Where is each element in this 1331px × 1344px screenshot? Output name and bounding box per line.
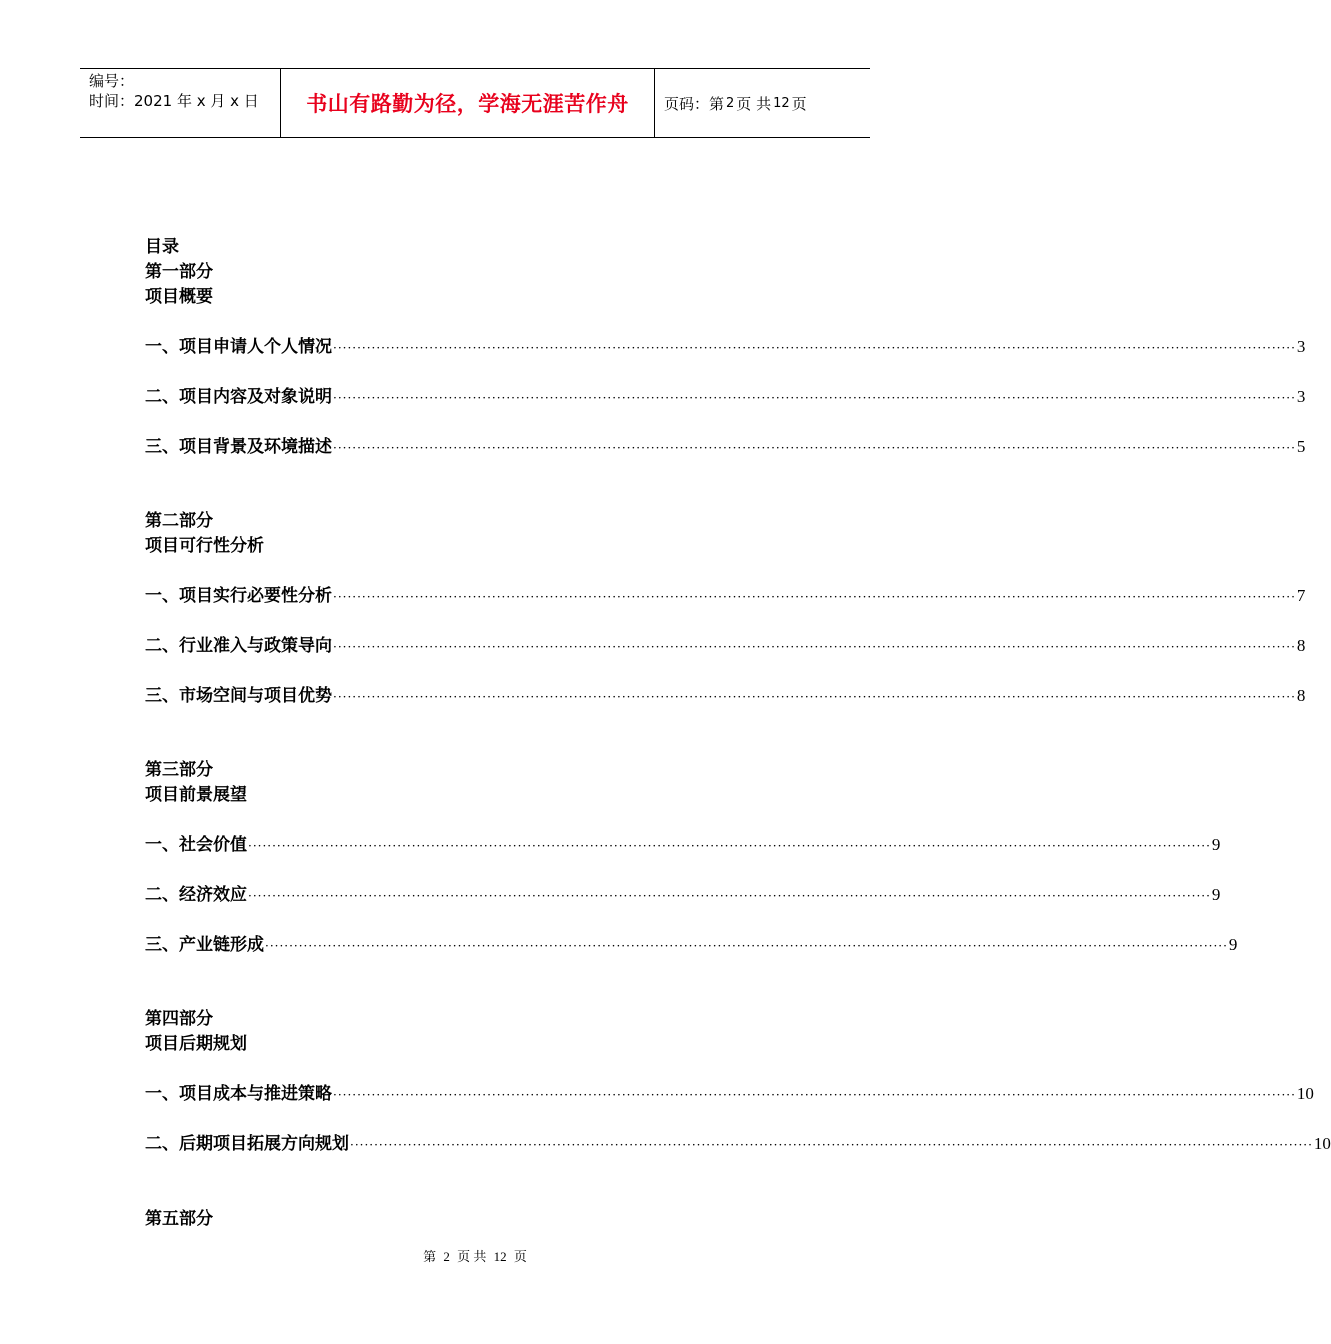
toc-entry-page: 9 bbox=[1211, 835, 1221, 854]
toc-part-name: 项目前景展望 bbox=[145, 785, 247, 805]
toc-entry-page: 9 bbox=[1228, 935, 1238, 954]
footer-page-suffix: 页 bbox=[513, 1249, 527, 1264]
toc-entry-text: 三、市场空间与项目优势 bbox=[145, 686, 332, 706]
toc-entry[interactable] bbox=[145, 631, 1306, 656]
footer-page-total: 12 bbox=[493, 1249, 507, 1264]
toc-entry[interactable] bbox=[145, 1079, 1314, 1104]
toc-entry-page: 8 bbox=[1296, 636, 1306, 655]
toc-part-heading: 第三部分 bbox=[145, 760, 213, 780]
header-page-total: 12 bbox=[773, 95, 790, 111]
toc-entry-page: 9 bbox=[1211, 885, 1221, 904]
toc-leader-dots: ········································································································································································································ bbox=[333, 640, 1296, 654]
toc-leader-dots: ········································································································································································································ bbox=[333, 391, 1296, 405]
toc-part-heading: 第二部分 bbox=[145, 511, 213, 531]
motto-text: 书山有路勤为径，学海无涯苦作舟 bbox=[306, 92, 629, 116]
toc-entry-text: 一、项目申请人个人情况 bbox=[145, 337, 332, 357]
toc-entry-page: 5 bbox=[1296, 437, 1306, 456]
page-header bbox=[80, 68, 870, 138]
document-time-label: 时间：2021 年 x 月 x 日 bbox=[89, 92, 259, 110]
page-footer bbox=[0, 1246, 950, 1265]
toc-entry[interactable] bbox=[145, 1129, 1331, 1154]
header-page-prefix: 页码：第 bbox=[664, 94, 725, 113]
toc-leader-dots: ········································································································································································································ bbox=[333, 690, 1296, 704]
toc-leader-dots: ········································································································································································································ bbox=[248, 839, 1211, 853]
header-page-cell bbox=[655, 69, 870, 137]
toc-part-heading: 第四部分 bbox=[145, 1009, 213, 1029]
header-page-suffix: 页 bbox=[791, 94, 807, 113]
toc-leader-dots: ········································································································································································································ bbox=[333, 441, 1296, 455]
toc-entry-page: 10 bbox=[1296, 1084, 1314, 1103]
toc-entry-page: 8 bbox=[1296, 686, 1306, 705]
toc-entry[interactable] bbox=[145, 432, 1306, 457]
toc-entry-page: 3 bbox=[1296, 337, 1306, 356]
toc-leader-dots: ········································································································································································································ bbox=[248, 889, 1211, 903]
toc-entry[interactable] bbox=[145, 332, 1306, 357]
toc-entry[interactable] bbox=[145, 681, 1306, 706]
toc-entry-text: 一、社会价值 bbox=[145, 835, 247, 855]
footer-page-prefix: 第 bbox=[423, 1249, 437, 1264]
toc-leader-dots: ········································································································································································································ bbox=[333, 341, 1296, 355]
header-motto-cell bbox=[281, 69, 655, 137]
toc-entry[interactable] bbox=[145, 581, 1306, 606]
header-page-mid: 页 共 bbox=[736, 94, 772, 113]
toc-entry-text: 一、项目实行必要性分析 bbox=[145, 586, 332, 606]
toc-entry-text: 三、产业链形成 bbox=[145, 935, 264, 955]
toc-entry-text: 二、项目内容及对象说明 bbox=[145, 387, 332, 407]
toc-entry-text: 二、后期项目拓展方向规划 bbox=[145, 1134, 349, 1154]
toc-entry-text: 二、经济效应 bbox=[145, 885, 247, 905]
toc-part-name: 项目后期规划 bbox=[145, 1034, 247, 1054]
header-meta-cell bbox=[80, 69, 281, 137]
toc-leader-dots: ········································································································································································································ bbox=[265, 939, 1228, 953]
toc-part-name: 项目可行性分析 bbox=[145, 536, 264, 556]
toc-part-heading: 第一部分 bbox=[145, 262, 213, 282]
toc-entry-page: 10 bbox=[1313, 1134, 1331, 1153]
toc-entry[interactable] bbox=[145, 382, 1306, 407]
toc-entry-text: 三、项目背景及环境描述 bbox=[145, 437, 332, 457]
toc-part-heading: 第五部分 bbox=[145, 1209, 213, 1229]
toc-entry-text: 二、行业准入与政策导向 bbox=[145, 636, 332, 656]
toc-title: 目录 bbox=[145, 237, 179, 257]
toc-entry[interactable] bbox=[145, 880, 1221, 905]
footer-page-current: 2 bbox=[443, 1249, 450, 1264]
footer-page-mid: 页 共 bbox=[457, 1249, 487, 1264]
toc-entry-text: 一、项目成本与推进策略 bbox=[145, 1084, 332, 1104]
toc-entry[interactable] bbox=[145, 830, 1221, 855]
document-number-label: 编号： bbox=[89, 72, 135, 90]
toc-part-name: 项目概要 bbox=[145, 287, 213, 307]
toc-leader-dots: ········································································································································································································ bbox=[350, 1138, 1313, 1152]
toc-entry-page: 7 bbox=[1296, 586, 1306, 605]
toc-leader-dots: ········································································································································································································ bbox=[333, 590, 1296, 604]
toc-entry[interactable] bbox=[145, 930, 1238, 955]
toc-leader-dots: ········································································································································································································ bbox=[333, 1088, 1296, 1102]
toc-entry-page: 3 bbox=[1296, 387, 1306, 406]
header-page-current: 2 bbox=[726, 95, 735, 111]
